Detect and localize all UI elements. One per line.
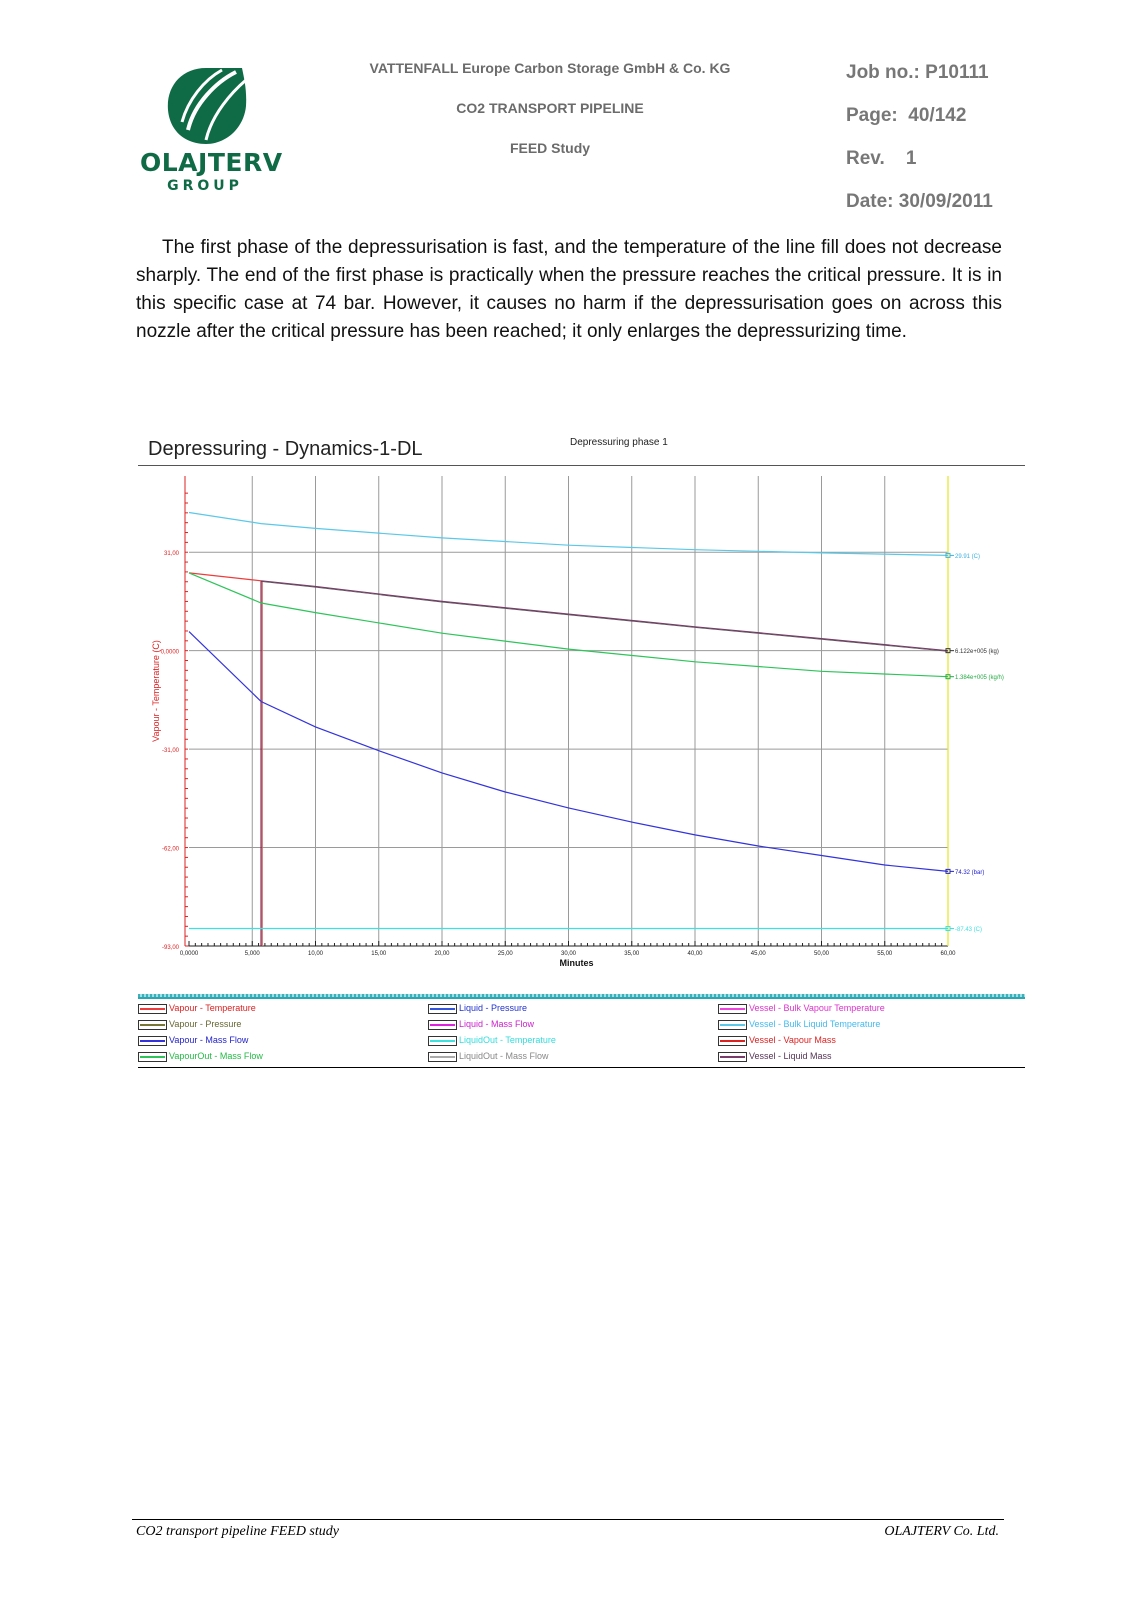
legend-row [138, 1049, 1025, 1065]
legend-label: VapourOut - Mass Flow [169, 1051, 263, 1061]
legend-item[interactable] [138, 1001, 256, 1015]
legend-label: LiquidOut - Mass Flow [459, 1051, 549, 1061]
y-tick-label: -62,00 [161, 846, 179, 853]
legend-swatch [718, 1020, 747, 1030]
legend-item[interactable] [718, 1033, 836, 1047]
legend-row [138, 1017, 1025, 1033]
legend-label: Vessel - Bulk Vapour Temperature [749, 1003, 885, 1013]
y-tick-label: -31,00 [161, 748, 179, 755]
legend-label: LiquidOut - Temperature [459, 1035, 556, 1045]
body-paragraph: The first phase of the depressurisation is fast, and the temperature of the line fill does not decrease sharply. The end of the first phase is practically when the pressure reaches the critical pressure. It is in this specific case at 74 bar. However, it causes no harm if the depressurisation goes on across this nozzle after the critical pressure has been reached; it only enlarges the depressurizing time. [136, 237, 1002, 342]
study-name: FEED Study [509, 140, 591, 156]
legend-swatch [138, 1052, 167, 1062]
legend-item[interactable] [138, 1049, 263, 1063]
company-name: VATTENFALL Europe Carbon Storage GmbH & Co. KG [369, 60, 731, 76]
x-tick-label: 0,0000 [179, 951, 199, 957]
legend-label: Vessel - Bulk Liquid Temperature [749, 1019, 881, 1029]
legend-swatch [138, 1004, 167, 1014]
x-tick-label: 30,00 [560, 951, 577, 957]
end-label-4: -87.43 (C) [955, 927, 983, 934]
legend-swatch [718, 1004, 747, 1014]
legend-item[interactable] [428, 1001, 527, 1015]
legend-swatch [428, 1020, 457, 1030]
x-tick-label: 35,00 [624, 951, 640, 957]
end-label-3: 74.32 (bar) [955, 869, 985, 876]
legend-item[interactable] [138, 1033, 248, 1047]
legend-label: Liquid - Pressure [459, 1003, 528, 1013]
legend-bottom-rule [138, 1067, 1025, 1068]
x-tick-label: 25,00 [497, 951, 513, 957]
y-tick-label: 31,00 [163, 551, 179, 558]
job-number: Job no.: P10111 [846, 62, 989, 83]
x-tick-label: 10,00 [307, 951, 324, 957]
company-logo [140, 66, 283, 201]
legend-swatch [428, 1004, 457, 1014]
legend-item[interactable] [428, 1017, 534, 1031]
footer-rule [132, 1519, 1004, 1520]
project-name: CO2 TRANSPORT PIPELINE [456, 100, 644, 116]
end-label-1: 6.122e+005 (kg) [955, 649, 999, 656]
legend-item[interactable] [718, 1017, 880, 1031]
legend-label: Vessel - Liquid Mass [749, 1051, 832, 1061]
date: Date: 30/09/2011 [846, 191, 993, 212]
y-tick-label: -93,00 [161, 945, 179, 951]
chart-subtitle: Depressuring phase 1 [570, 437, 668, 448]
legend-swatch [428, 1052, 457, 1062]
end-label-2: 1.384e+005 (kg/h) [955, 675, 1004, 682]
legend-label: Vessel - Vapour Mass [749, 1035, 836, 1045]
page-number: Page: 40/142 [846, 105, 967, 126]
logo-leaf-icon [164, 66, 248, 146]
legend-swatch [718, 1036, 747, 1046]
legend-label: Liquid - Mass Flow [459, 1019, 535, 1029]
legend-scrollbar-track [138, 997, 1025, 999]
header-right [846, 62, 1086, 234]
x-tick-label: 60,00 [940, 951, 956, 957]
end-label-0: 29.91 (C) [955, 553, 981, 560]
legend-swatch [138, 1020, 167, 1030]
x-tick-label: 5,000 [244, 951, 260, 957]
footer-left: CO2 transport pipeline FEED study [136, 1524, 339, 1539]
x-tick-label: 45,00 [750, 951, 766, 957]
legend-item[interactable] [718, 1001, 885, 1015]
footer-right: OLAJTERV Co. Ltd. [884, 1524, 999, 1539]
revision: Rev. 1 [846, 148, 917, 169]
x-tick-label: 50,00 [813, 951, 830, 957]
x-axis-label: Minutes [559, 958, 594, 968]
legend-row [138, 1001, 1025, 1017]
logo-group: GROUP [167, 178, 243, 194]
legend-label: Vapour - Temperature [169, 1003, 256, 1013]
y-axis-label: Vapour - Temperature (C) [151, 640, 161, 742]
legend-label: Vapour - Mass Flow [169, 1035, 249, 1045]
legend-swatch [718, 1052, 747, 1062]
x-tick-label: 20,00 [434, 951, 450, 957]
chart-title: Depressuring - Dynamics-1-DL [148, 438, 423, 460]
y-tick-label: 0,0000 [160, 649, 179, 656]
x-tick-label: 40,00 [687, 951, 703, 957]
legend-swatch [138, 1036, 167, 1046]
x-tick-label: 15,00 [371, 951, 387, 957]
legend-item[interactable] [428, 1033, 556, 1047]
legend-swatch [428, 1036, 457, 1046]
depressuring-chart [138, 466, 1025, 992]
legend-label: Vapour - Pressure [169, 1019, 242, 1029]
legend-item[interactable] [138, 1017, 241, 1031]
legend-item[interactable] [428, 1049, 549, 1063]
header-center [330, 60, 770, 180]
legend-row [138, 1033, 1025, 1049]
x-tick-label: 55,00 [877, 951, 893, 957]
series-line-2 [261, 581, 948, 651]
logo-name: OLAJTERV [140, 148, 283, 177]
chart-legend [138, 1001, 1025, 1065]
legend-item[interactable] [718, 1049, 832, 1063]
